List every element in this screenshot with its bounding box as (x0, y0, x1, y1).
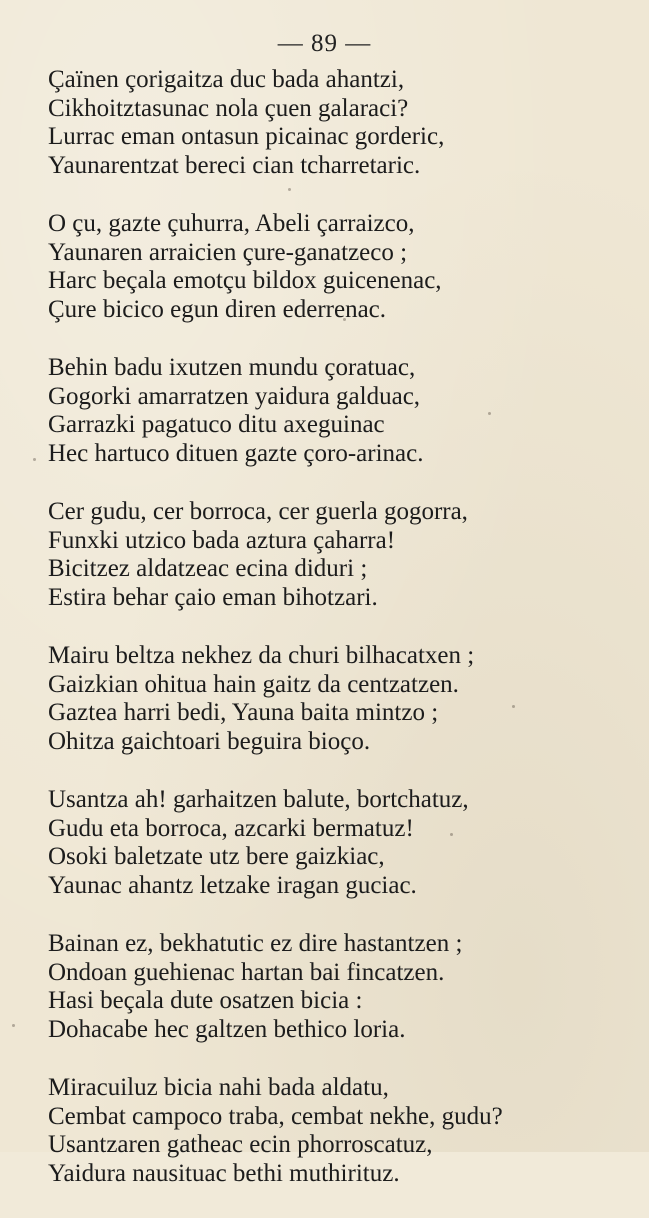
stanza-6 (48, 786, 628, 900)
verse-line: Yaunarentzat bereci cian tcharretaric. (48, 151, 421, 179)
verse-line: Gaizkian ohitua hain gaitz da centzatzen. (48, 670, 459, 698)
stanza-3 (48, 354, 628, 468)
verse-line: Garrazki pagatuco ditu axeguinac (48, 411, 385, 438)
verse-line: Harc beçala emotçu bildox guicenenac, (48, 267, 442, 294)
verse-line: Cer gudu, cer borroca, cer guerla gogorra, (48, 498, 468, 525)
verse-line: Çaïnen çorigaitza duc bada ahantzi, (48, 66, 405, 93)
verse-line: Dohacabe hec galtzen bethico loria. (48, 1015, 406, 1043)
paper-speck (33, 458, 36, 461)
paper-speck (288, 188, 291, 191)
verse-line: Bicitzez aldatzeac ecina diduri ; (48, 555, 368, 582)
verse-line: Mairu beltza nekhez da churi bilhacatxen ; (48, 642, 475, 669)
page-number: — 89 — (277, 30, 372, 57)
stanza-5 (48, 642, 628, 756)
verse-line: Ohitza gaichtoari beguira bioço. (48, 727, 371, 755)
verse-line: Gudu eta borroca, azcarki bermatuz! (48, 814, 414, 842)
verse-line: Hasi beçala dute osatzen bicia : (48, 987, 363, 1014)
verse-line: Gaztea harri bedi, Yauna baita mintzo ; (48, 699, 439, 726)
stanza-1 (48, 66, 628, 180)
verse-line: Bainan ez, bekhatutic ez dire hastantzen ; (48, 930, 463, 957)
verse-line: Lurrac eman ontasun picainac gorderic, (48, 123, 445, 150)
verse-line: Usantzaren gatheac ecin phorroscatuz, (48, 1131, 433, 1158)
stanza-4 (48, 498, 628, 612)
paper-speck (488, 412, 491, 415)
verse-line: Funxki utzico bada aztura çaharra! (48, 526, 396, 554)
verse-line: Miracuiluz bicia nahi bada aldatu, (48, 1074, 389, 1101)
paper-speck (512, 705, 515, 708)
verse-line: Ondoan guehienac hartan bai fincatzen. (48, 958, 445, 986)
poem (48, 66, 628, 1218)
verse-line: O çu, gazte çuhurra, Abeli çarraizco, (48, 210, 415, 237)
verse-line: Behin badu ixutzen mundu çoratuac, (48, 354, 416, 381)
verse-line: Estira behar çaio eman bihotzari. (48, 583, 378, 611)
verse-line: Osoki baletzate utz bere gaizkiac, (48, 843, 385, 870)
verse-line: Yaidura nausituac bethi muthirituz. (48, 1159, 400, 1187)
verse-line: Yaunac ahantz letzake iragan guciac. (48, 871, 417, 899)
verse-line: Usantza ah! garhaitzen balute, bortchatuz, (48, 786, 469, 813)
verse-line: Cikhoitztasunac nola çuen galaraci? (48, 94, 409, 122)
paper-speck (12, 1024, 15, 1027)
paper-speck (450, 833, 453, 836)
verse-line: Cembat campoco traba, cembat nekhe, gudu? (48, 1102, 503, 1130)
stanza-8 (48, 1074, 628, 1188)
paper-speck (343, 318, 346, 321)
stanza-7 (48, 930, 628, 1044)
stanza-2 (48, 210, 628, 324)
verse-line: Hec hartuco dituen gazte çoro-arinac. (48, 439, 424, 467)
verse-line: Yaunaren arraicien çure-ganatzeco ; (48, 238, 408, 266)
verse-line: Çure bicico egun diren ederrenac. (48, 295, 387, 323)
verse-line: Gogorki amarratzen yaidura galduac, (48, 382, 421, 410)
